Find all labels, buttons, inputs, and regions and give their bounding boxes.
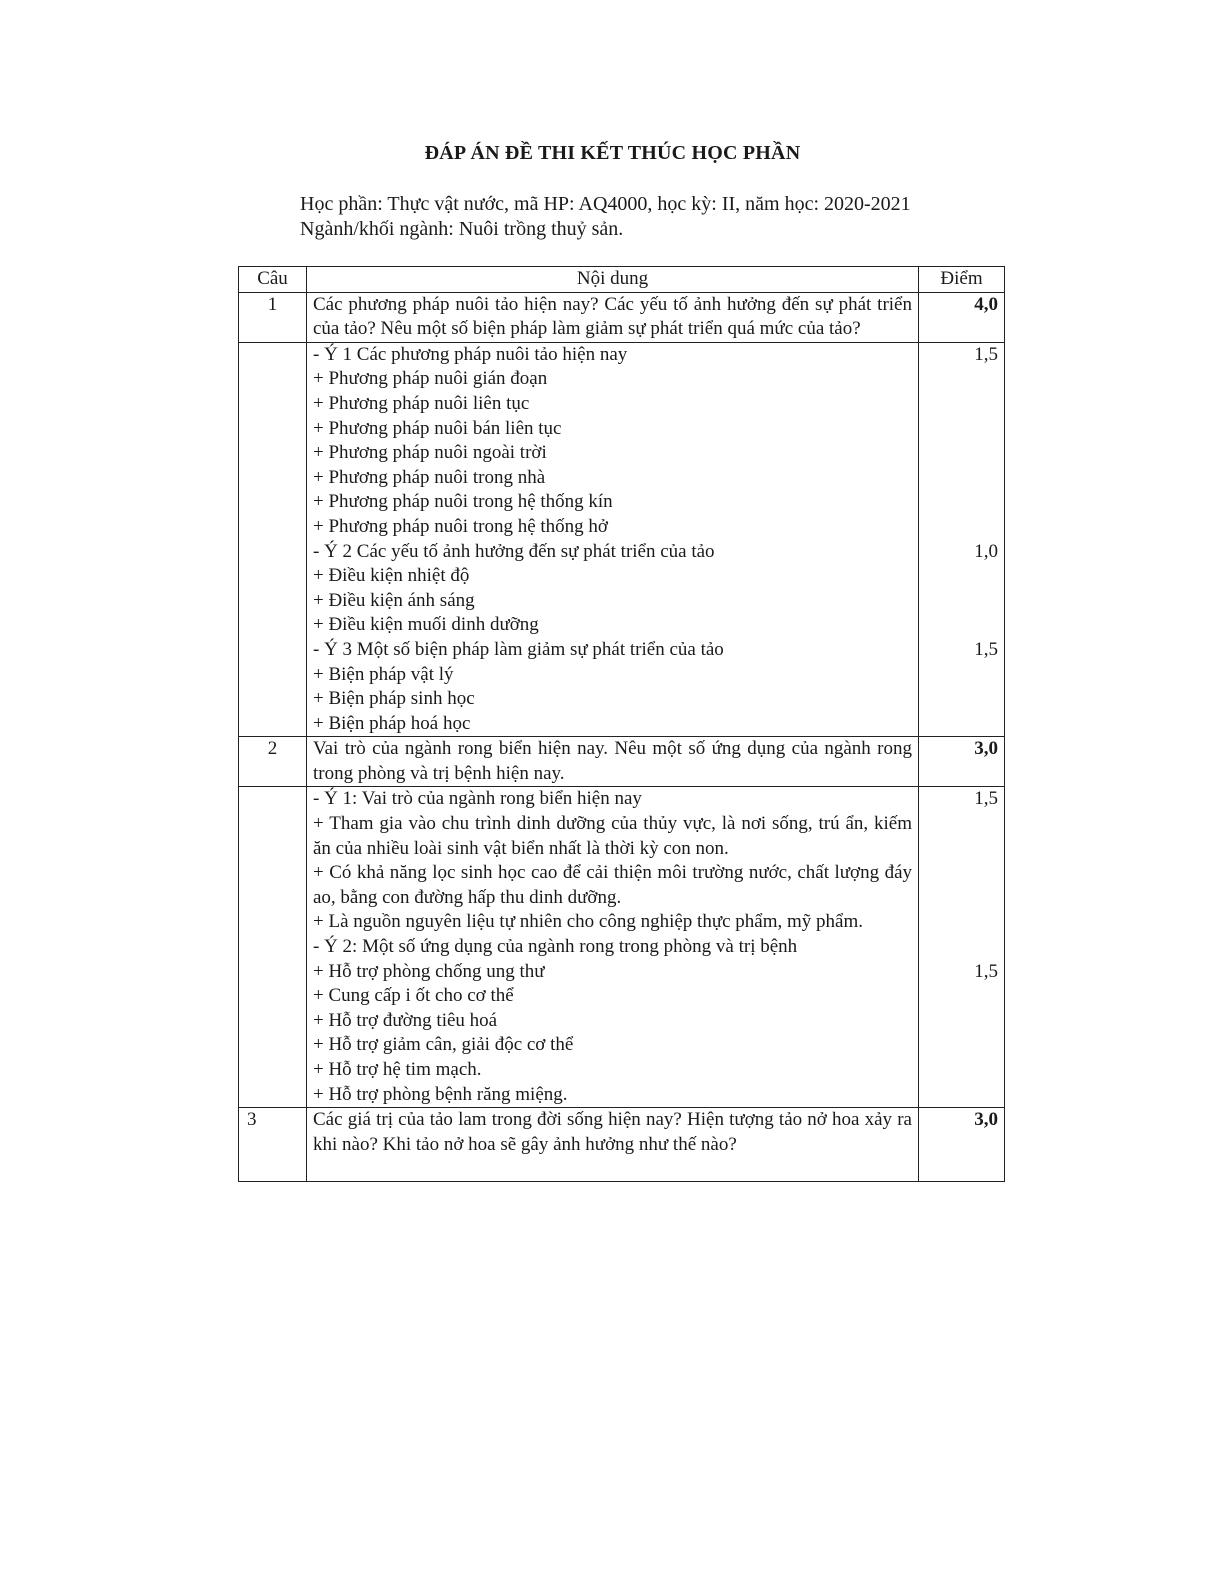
answer-item: + Hỗ trợ phòng chống ung thư — [313, 960, 545, 982]
answer-item: + Hỗ trợ hệ tim mạch. — [313, 1059, 482, 1080]
question-total-score: 3,0 — [919, 737, 1005, 787]
header-score: Điểm — [919, 267, 1005, 293]
answer-heading: - Ý 1 Các phương pháp nuôi tảo hiện nay — [313, 343, 628, 365]
answer-table — [238, 266, 1005, 1182]
question-text: Các phương pháp nuôi tảo hiện nay? Các yếu tố ảnh hưởng đến sự phát triển của tảo? Nêu một số biện pháp làm giảm sự phát triển quá mức của tảo? — [307, 292, 919, 342]
question-number: 2 — [239, 737, 307, 787]
answer-heading: - Ý 2 Các yếu tố ảnh hưởng đến sự phát triển của tảo — [313, 540, 715, 562]
major-line: Ngành/khối ngành: Nuôi trồng thuỷ sản. — [300, 218, 624, 240]
table-row — [239, 787, 1005, 1108]
question-total-score: 4,0 — [919, 292, 1005, 342]
page-title: ĐÁP ÁN ĐỀ THI KẾT THÚC HỌC PHẦN — [424, 142, 801, 164]
answer-item: + Cung cấp i ốt cho cơ thể — [313, 985, 514, 1007]
answer-content — [307, 787, 919, 1108]
answer-heading: - Ý 1: Vai trò của ngành rong biển hiện nay — [313, 788, 642, 810]
answer-content — [307, 342, 919, 737]
answer-item: + Điều kiện nhiệt độ — [313, 565, 470, 587]
answer-item: + Biện pháp sinh học — [313, 688, 475, 710]
answer-item: + Biện pháp vật lý — [313, 663, 454, 685]
table-row — [239, 737, 1005, 787]
question-number: 3 — [239, 1108, 307, 1182]
empty-cell — [239, 342, 307, 737]
answer-item: + Phương pháp nuôi bán liên tục — [313, 417, 562, 439]
answer-item: + Tham gia vào chu trình dinh dưỡng của thủy vực, là nơi sống, trú ẩn, kiếm ăn của nhiều loài sinh vật biển nhất là thời kỳ con non. — [313, 813, 912, 859]
answer-item: + Hỗ trợ giảm cân, giải độc cơ thể — [313, 1034, 574, 1056]
question-text: Vai trò của ngành rong biển hiện nay. Nêu một số ứng dụng của ngành rong trong phòng và trị bệnh hiện nay. — [307, 737, 919, 787]
section-score: 1,0 — [974, 540, 998, 562]
header-content: Nội dung — [307, 267, 919, 293]
answer-item: + Điều kiện ánh sáng — [313, 589, 475, 611]
table-header-row — [239, 267, 1005, 293]
section-score: 1,5 — [974, 343, 998, 365]
question-text: Các giá trị của tảo lam trong đời sống hiện nay? Hiện tượng tảo nở hoa xảy ra khi nào? Khi tảo nở hoa sẽ gây ảnh hưởng như thế nào? — [307, 1108, 919, 1182]
answer-item: + Phương pháp nuôi liên tục — [313, 392, 530, 414]
empty-cell — [239, 787, 307, 1108]
answer-heading: - Ý 2: Một số ứng dụng của ngành rong trong phòng và trị bệnh — [313, 936, 798, 958]
answer-item: + Là nguồn nguyên liệu tự nhiên cho công nghiệp thực phẩm, mỹ phẩm. — [313, 911, 864, 933]
answer-item: + Hỗ trợ phòng bệnh răng miệng. — [313, 1083, 568, 1105]
answer-heading: - Ý 3 Một số biện pháp làm giảm sự phát triển của tảo — [313, 638, 724, 660]
answer-item: + Điều kiện muối dinh dưỡng — [313, 614, 539, 636]
course-line: Học phần: Thực vật nước, mã HP: AQ4000, học kỳ: II, năm học: 2020-2021 — [300, 193, 911, 215]
table-row — [239, 1108, 1005, 1182]
answer-item: + Phương pháp nuôi trong hệ thống hở — [313, 515, 608, 537]
table-row — [239, 342, 1005, 737]
answer-scores — [919, 342, 1005, 737]
section-score: 1,5 — [974, 960, 998, 982]
answer-item: + Phương pháp nuôi gián đoạn — [313, 368, 548, 390]
answer-item: + Phương pháp nuôi ngoài trời — [313, 442, 547, 464]
answer-item: + Biện pháp hoá học — [313, 712, 471, 734]
course-info — [300, 192, 911, 242]
table-row — [239, 292, 1005, 342]
section-score: 1,5 — [974, 788, 998, 810]
answer-item: + Phương pháp nuôi trong hệ thống kín — [313, 491, 613, 513]
answer-item: + Phương pháp nuôi trong nhà — [313, 466, 546, 488]
header-question: Câu — [239, 267, 307, 293]
section-score: 1,5 — [974, 638, 998, 660]
question-number: 1 — [239, 292, 307, 342]
answer-item: + Có khả năng lọc sinh học cao để cải thiện môi trường nước, chất lượng đáy ao, bằng con đường hấp thu dinh dưỡng. — [313, 862, 912, 908]
question-total-score: 3,0 — [919, 1108, 1005, 1182]
answer-item: + Hỗ trợ đường tiêu hoá — [313, 1009, 498, 1031]
answer-scores — [919, 787, 1005, 1108]
